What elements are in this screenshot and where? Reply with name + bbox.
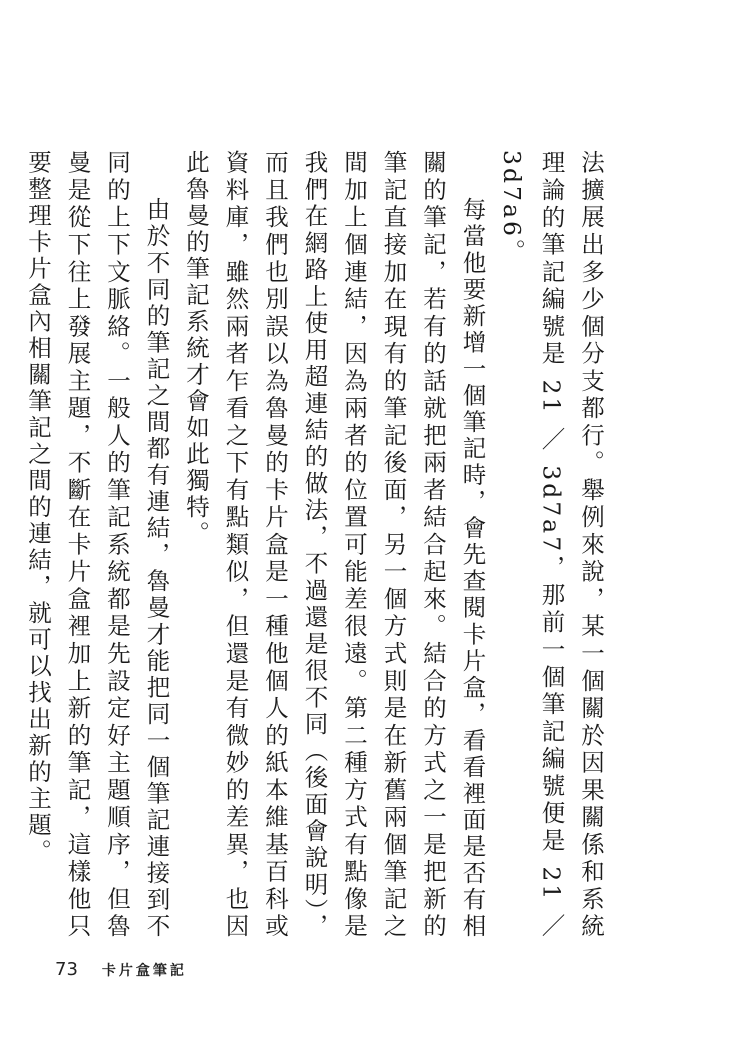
paragraph-2: 每當他要新增一個筆記時，會先查閱卡片盒，看看裡面是否有相關的筆記，若有的話就把兩者結合起來。結合的方式之一是把新的筆記直接加在現有的筆記後面，另一個方式則是在新舊兩個筆記之間加上個連結，因為兩者的位置可能差很遠。第二種方式有點像是我們在網路上使用超連結的做法，不過還是很不同（後面會說明），而且我們也別誤以為魯曼的卡片盒是一種他個人的紙本維基百科或資料庫，雖然兩者乍看之下有點類似，但還是有微妙的差異，也因此魯曼的筆記系統才會如此獨特。 bbox=[182, 150, 487, 940]
vertical-text-body bbox=[18, 150, 611, 940]
paragraph-1: 法擴展出多少個分支都行。舉例來說，某一個關於因果關係和系統理論的筆記編號是 21 ／ 3d7a7，那前一個筆記編號便是 21 ／ 3d7a6。 bbox=[498, 150, 605, 940]
paragraph-3: 由於不同的筆記之間都有連結，魯曼才能把同一個筆記連接到不同的上下文脈絡。一般人的筆記系統都是先設定好主題順序，但魯曼是從下往上發展主題，不斷在卡片盒裡加上新的筆記，這樣他只要整理卡片盒內相關筆記之間的連結，就可以找出新的主題。 bbox=[24, 150, 171, 940]
page-number: 73 bbox=[55, 959, 78, 980]
page-footer bbox=[55, 959, 187, 980]
running-title: 卡片盒筆記 bbox=[101, 963, 187, 979]
